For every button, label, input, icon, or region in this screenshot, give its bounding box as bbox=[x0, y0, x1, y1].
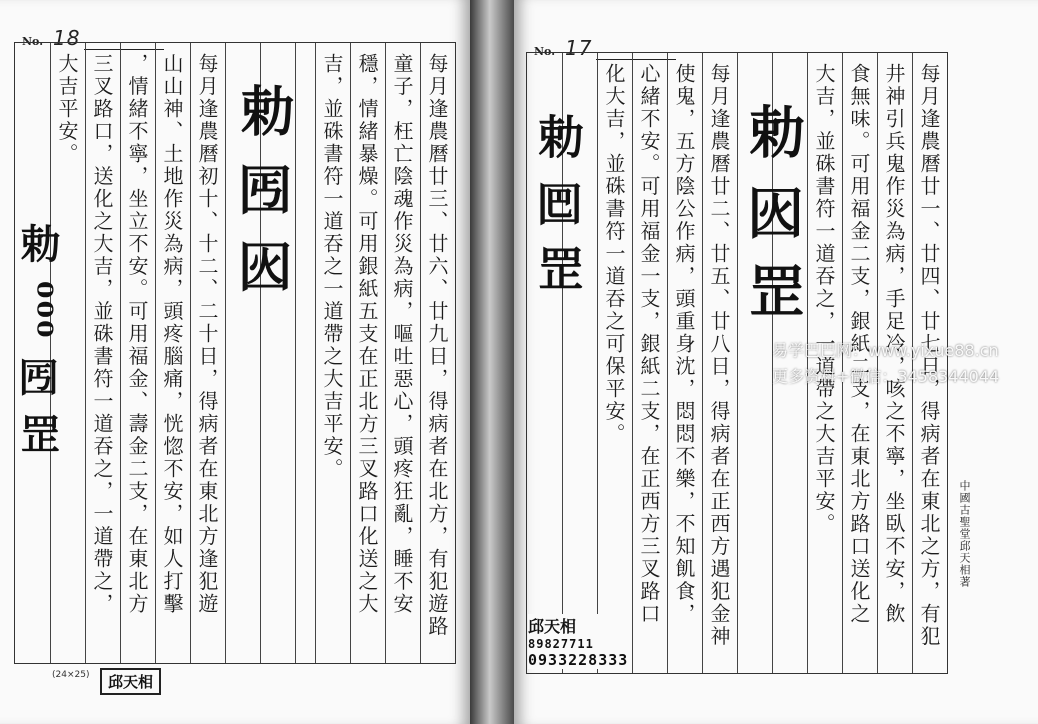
text-column: 井神引兵鬼作災為病，手足冷，咳之不寧，坐臥不安，飲 bbox=[882, 63, 906, 626]
text-column: 山山神、土地作災為病，頭疼腦痛，恍惚不安，如人打擊 bbox=[160, 53, 184, 616]
text-column: 吉，並硃書符一道吞之一道帶之大吉平安。 bbox=[320, 53, 344, 481]
author-side-note: 中國古聖堂邱天相著 bbox=[958, 480, 971, 588]
text-column: 每月逢農曆廿一、廿四、廿七日，得病者在東北之方，有犯 bbox=[917, 63, 941, 648]
left-manuscript-grid bbox=[14, 42, 456, 664]
text-column: 童子，枉亡陰魂作災為病，嘔吐惡心，頭疼狂亂，睡不安 bbox=[390, 53, 414, 616]
text-column: 食無味。可用福金二支，銀紙二支，在東北方路口送化之 bbox=[847, 63, 871, 626]
talisman-charm: 勅 𡆸 𡇂 bbox=[232, 83, 296, 293]
stamp-mobile: 0933228333 bbox=[528, 651, 629, 669]
right-manuscript-grid bbox=[526, 52, 948, 674]
page-label: No. bbox=[22, 35, 44, 48]
text-column: 使鬼，五方陰公作病，頭重身沈，悶悶不樂，不知飢食， bbox=[672, 63, 696, 626]
text-column: ，情緒不寧，坐立不安。可用福金、壽金二支，在東北方 bbox=[125, 53, 149, 616]
contact-stamp bbox=[528, 614, 628, 669]
text-column: 化大吉，並硃書符一道吞之可保平安。 bbox=[602, 63, 626, 446]
right-page bbox=[514, 0, 1038, 724]
text-column: 每月逢農曆廿二、廿五、廿八日，得病者在正西方遇犯金神 bbox=[707, 63, 731, 648]
text-column: 三叉路口，送化之大吉，並硃書符一道吞之，一道帶之， bbox=[90, 53, 114, 616]
stamp-name: 邱天相 bbox=[528, 617, 577, 636]
text-column: 大吉平安。 bbox=[55, 53, 79, 166]
author-stamp: 邱天相 bbox=[100, 668, 161, 695]
left-page bbox=[0, 0, 470, 724]
text-column: 每月逢農曆廿三、廿六、廿九日，得病者在北方，有犯遊路 bbox=[425, 53, 449, 638]
talisman-charm: 勅 𡇃 罡 bbox=[531, 113, 585, 294]
watermark-line-1: 易学巴巴网：www.yixue88.cn bbox=[772, 341, 999, 360]
talisman-charm: 勅 𡇂 罡 bbox=[740, 103, 806, 320]
page-label: No. bbox=[534, 45, 556, 58]
grid-size-note: (24×25) bbox=[52, 670, 90, 680]
book-gutter bbox=[470, 0, 514, 724]
watermark-line-2: 更多资料+微信：3458344044 bbox=[772, 367, 1000, 386]
page-number: 17 bbox=[565, 36, 593, 60]
stamp-phone: 89827711 bbox=[528, 637, 594, 651]
text-column: 心緒不安。可用福金一支，銀紙二支，在正西方三叉路口 bbox=[637, 63, 661, 626]
text-column: 大吉，並硃書符一道吞之，一道帶之大吉平安。 bbox=[812, 63, 836, 536]
text-column: 穩，情緒暴燥。可用銀紙五支在正北方三叉路口化送之大 bbox=[355, 53, 379, 616]
text-column: 每月逢農曆初十、十二、二十日，得病者在東北方逢犯遊 bbox=[195, 53, 219, 616]
page-number: 18 bbox=[53, 26, 81, 50]
talisman-charm: 勅 ⁰⁰⁰ 𡆸 罡 bbox=[14, 223, 61, 456]
